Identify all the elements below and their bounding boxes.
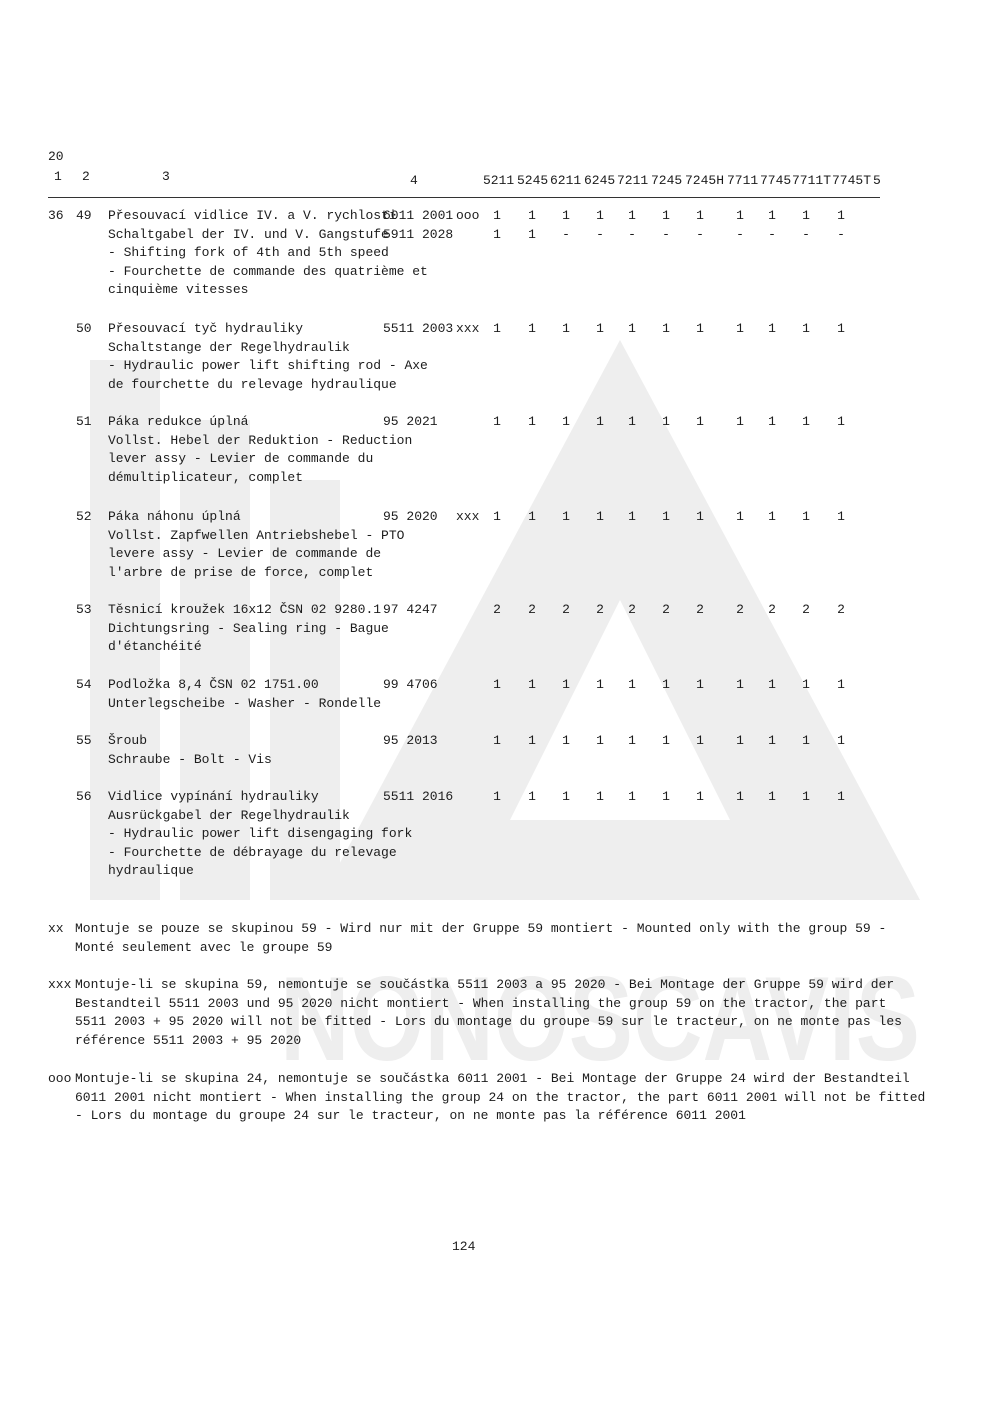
quantity-cell: 1: [802, 789, 810, 804]
part-description: [108, 676, 398, 713]
item-number: 56: [76, 789, 92, 804]
quantity-cell: 1: [528, 208, 536, 223]
footnote-mark: xxx: [456, 321, 480, 336]
footnote-line: Monté seulement avec le groupe 59: [75, 939, 333, 955]
quantity-cell: 1: [696, 509, 704, 524]
description-line: Páka náhonu úplná: [108, 509, 241, 524]
description-line: Přesouvací tyč hydrauliky: [108, 321, 304, 336]
quantity-cell: 1: [837, 208, 845, 223]
footnote-mark: ooo: [456, 208, 480, 223]
description-line: hydraulique: [108, 863, 194, 878]
description-line: levere assy - Levier de commande de: [108, 546, 382, 561]
quantity-cell: 1: [562, 509, 570, 524]
part-number: 95 2013: [383, 733, 438, 748]
quantity-cell: -: [736, 226, 744, 242]
quantity-cell: 1: [696, 208, 704, 223]
quantity-cell: 1: [837, 509, 845, 524]
quantity-cell: -: [768, 226, 776, 242]
quantity-cell: 1: [493, 509, 501, 524]
footnote-mark: xxx: [456, 509, 480, 524]
footnote-line: 6011 2001 nicht montiert - When installing the group 24 on the tractor, the part 6011 2001 will not be fitted: [75, 1089, 926, 1105]
quantity-cell: 1: [662, 208, 670, 223]
quantity-cell: 1: [662, 509, 670, 524]
quantity-cell: 1: [662, 414, 670, 429]
quantity-cell: 1: [662, 677, 670, 692]
quantity-cell: 1: [696, 414, 704, 429]
model-header-5211: 5211: [483, 173, 515, 188]
part-description: [108, 732, 398, 769]
quantity-cell: 2: [493, 602, 501, 617]
quantity-cell: 1: [528, 509, 536, 524]
quantity-cell: 1: [596, 789, 604, 804]
description-line: Dichtungsring - Sealing ring - Bague: [108, 620, 389, 636]
description-line: l'arbre de prise de force, complet: [108, 564, 374, 580]
quantity-cell: 1: [562, 208, 570, 223]
description-line: - Fourchette de commande des quatrième et: [108, 263, 428, 279]
quantity-cell: 1: [528, 789, 536, 804]
part-number: 5511 2016: [383, 789, 454, 804]
description-line: Schaltgabel der IV. und V. Gangstufe: [108, 226, 389, 242]
quantity-cell: 1: [628, 509, 636, 524]
description-line: Schaltstange der Regelhydraulik: [108, 339, 350, 355]
quantity-cell: -: [596, 226, 604, 242]
quantity-cell: 2: [628, 602, 636, 617]
quantity-cell: 1: [528, 414, 536, 429]
quantity-cell: 1: [493, 789, 501, 804]
quantity-cell: 1: [528, 226, 536, 242]
model-header-7711T: 7711T: [792, 173, 832, 188]
description-line: lever assy - Levier de commande du: [108, 451, 374, 466]
model-header-7745T: 7745T: [832, 173, 872, 188]
part-number-alt: 5911 2028: [383, 226, 454, 242]
description-line: d'étanchéité: [108, 639, 202, 654]
description-line: Vidlice vypínání hydrauliky: [108, 789, 319, 804]
quantity-cell: 1: [562, 789, 570, 804]
quantity-cell: 1: [562, 321, 570, 336]
quantity-cell: 2: [802, 602, 810, 617]
quantity-cell: 1: [562, 733, 570, 748]
quantity-cell: 1: [696, 677, 704, 692]
footnote-tag: xx: [48, 921, 64, 936]
quantity-cell: 1: [768, 789, 776, 804]
quantity-cell: 1: [736, 733, 744, 748]
quantity-cell: 1: [696, 321, 704, 336]
part-number: 97 4247: [383, 602, 438, 617]
item-number: 54: [76, 677, 92, 692]
quantity-cell: 1: [837, 321, 845, 336]
quantity-cell: 1: [628, 789, 636, 804]
quantity-cell: -: [562, 226, 570, 242]
group-position: 36: [48, 208, 64, 223]
quantity-cell: 1: [493, 677, 501, 692]
quantity-cell: 1: [596, 509, 604, 524]
model-header-6245: 6245: [584, 173, 616, 188]
quantity-cell: 1: [628, 677, 636, 692]
quantity-cell: 1: [528, 733, 536, 748]
quantity-cell: 1: [628, 208, 636, 223]
quantity-cell: 1: [768, 677, 776, 692]
quantity-cell: 1: [628, 733, 636, 748]
description-line: Těsnicí kroužek 16x12 ČSN 02 9280.1: [108, 602, 382, 617]
quantity-cell: -: [802, 226, 810, 242]
quantity-cell: 1: [768, 208, 776, 223]
quantity-cell: 1: [802, 208, 810, 223]
part-number: 99 4706: [383, 677, 438, 692]
footnote-text: [75, 1070, 926, 1126]
header-col2: 2: [82, 169, 90, 184]
group-number: 20: [48, 149, 64, 164]
footnote-line: Montuje-li se skupina 59, nemontuje se součástka 5511 2003 a 95 2020 - Bei Montage der Gruppe 59 wird der: [75, 977, 895, 992]
header-rule: [48, 197, 880, 198]
model-header-5245: 5245: [517, 173, 549, 188]
quantity-cell: 2: [662, 602, 670, 617]
model-header-6211: 6211: [550, 173, 582, 188]
description-line: cinquième vitesses: [108, 282, 249, 297]
header-col1: 1: [54, 169, 62, 184]
quantity-cell: 1: [493, 321, 501, 336]
footnote-line: - Lors du montage du groupe 24 sur le tracteur, on ne monte pas la référence 6011 2001: [75, 1108, 746, 1123]
description-line: Přesouvací vidlice IV. a V. rychlosti: [108, 208, 397, 223]
item-number: 52: [76, 509, 92, 524]
quantity-cell: 1: [802, 414, 810, 429]
footnote-line: Montuje-li se skupina 24, nemontuje se součástka 6011 2001 - Bei Montage der Gruppe 24 wird der Bestandteil: [75, 1071, 910, 1086]
quantity-cell: 1: [736, 677, 744, 692]
quantity-cell: 1: [837, 789, 845, 804]
quantity-cell: 1: [736, 789, 744, 804]
model-header-7711: 7711: [727, 173, 759, 188]
quantity-cell: 1: [493, 733, 501, 748]
quantity-cell: 2: [768, 602, 776, 617]
quantity-cell: 1: [596, 321, 604, 336]
quantity-cell: -: [628, 226, 636, 242]
description-line: Vollst. Zapfwellen Antriebshebel - PTO: [108, 527, 405, 543]
description-line: Podložka 8,4 ČSN 02 1751.00: [108, 677, 319, 692]
model-header-7245: 7245: [651, 173, 683, 188]
description-line: Šroub: [108, 733, 148, 748]
description-line: Ausrückgabel der Regelhydraulik: [108, 807, 350, 823]
quantity-cell: 1: [768, 733, 776, 748]
footnote-line: référence 5511 2003 + 95 2020: [75, 1032, 302, 1048]
quantity-cell: 1: [736, 321, 744, 336]
description-line: - Hydraulic power lift shifting rod - Axe: [108, 358, 428, 373]
quantity-cell: 1: [628, 414, 636, 429]
quantity-cell: 2: [596, 602, 604, 617]
quantity-cell: 1: [493, 414, 501, 429]
description-line: de fourchette du relevage hydraulique: [108, 376, 397, 392]
page-number: 124: [452, 1239, 476, 1254]
quantity-cell: 1: [596, 208, 604, 223]
quantity-cell: 1: [768, 321, 776, 336]
quantity-cell: 1: [837, 677, 845, 692]
item-number: 51: [76, 414, 92, 429]
part-number: 5511 2003: [383, 321, 454, 336]
header-col4: 4: [410, 173, 418, 188]
quantity-cell: 2: [562, 602, 570, 617]
description-line: - Hydraulic power lift disengaging fork: [108, 826, 413, 841]
quantity-cell: -: [662, 226, 670, 242]
item-number: 49: [76, 208, 92, 223]
footnote-text: [75, 976, 902, 1050]
footnote-tag: xxx: [48, 977, 72, 992]
quantity-cell: 1: [662, 733, 670, 748]
quantity-cell: -: [837, 226, 845, 242]
header-col3: 3: [162, 169, 170, 184]
part-description: [108, 788, 413, 881]
quantity-cell: 1: [802, 733, 810, 748]
quantity-cell: 2: [736, 602, 744, 617]
quantity-cell: 1: [736, 414, 744, 429]
model-header-7211: 7211: [617, 173, 649, 188]
quantity-cell: 1: [662, 789, 670, 804]
quantity-cell: -: [696, 226, 704, 242]
watermark-text: NONOSCAVIS: [280, 952, 920, 1080]
quantity-cell: 1: [696, 789, 704, 804]
quantity-cell: 1: [736, 509, 744, 524]
quantity-cell: 1: [528, 677, 536, 692]
model-header-7245H: 7245H: [685, 173, 725, 188]
quantity-cell: 1: [528, 321, 536, 336]
quantity-cell: 1: [493, 226, 501, 242]
item-number: 50: [76, 321, 92, 336]
part-description: [108, 508, 405, 582]
item-number: 53: [76, 602, 92, 617]
quantity-cell: 1: [662, 321, 670, 336]
quantity-cell: 2: [696, 602, 704, 617]
description-line: Schraube - Bolt - Vis: [108, 751, 272, 767]
quantity-cell: 1: [596, 733, 604, 748]
description-line: Páka redukce úplná: [108, 414, 249, 429]
item-number: 55: [76, 733, 92, 748]
quantity-cell: 2: [837, 602, 845, 617]
quantity-cell: 1: [837, 733, 845, 748]
quantity-cell: 1: [802, 321, 810, 336]
quantity-cell: 1: [596, 414, 604, 429]
part-description: [108, 601, 398, 657]
quantity-cell: 1: [562, 677, 570, 692]
description-line: Vollst. Hebel der Reduktion - Reduction: [108, 432, 413, 448]
footnote-line: Montuje se pouze se skupinou 59 - Wird nur mit der Gruppe 59 montiert - Mounted only with the group 59 -: [75, 921, 887, 936]
description-line: Unterlegscheibe - Washer - Rondelle: [108, 695, 382, 711]
quantity-cell: 1: [696, 733, 704, 748]
quantity-cell: 1: [736, 208, 744, 223]
description-line: - Fourchette de débrayage du relevage: [108, 844, 397, 860]
quantity-cell: 1: [802, 677, 810, 692]
header-col5: 5: [873, 173, 881, 188]
footnote-tag: ooo: [48, 1071, 72, 1086]
description-line: démultiplicateur, complet: [108, 469, 304, 485]
quantity-cell: 1: [596, 677, 604, 692]
quantity-cell: 1: [628, 321, 636, 336]
model-header-7745: 7745: [760, 173, 792, 188]
quantity-cell: 1: [562, 414, 570, 429]
quantity-cell: 1: [768, 509, 776, 524]
quantity-cell: 2: [528, 602, 536, 617]
quantity-cell: 1: [802, 509, 810, 524]
quantity-cell: 1: [493, 208, 501, 223]
footnote-text: [75, 920, 887, 957]
quantity-cell: 1: [768, 414, 776, 429]
quantity-cell: 1: [837, 414, 845, 429]
description-line: - Shifting fork of 4th and 5th speed: [108, 245, 389, 260]
part-number: 95 2021: [383, 414, 438, 429]
part-number: 95 2020: [383, 509, 438, 524]
footnote-line: Bestandteil 5511 2003 und 95 2020 nicht montiert - When installing the group 59 on the tractor, the part: [75, 995, 887, 1011]
part-number: 6011 2001: [383, 208, 454, 223]
footnote-line: 5511 2003 + 95 2020 will not be fitted - Lors du montage du groupe 59 sur le tracteur, on ne monte pas les: [75, 1014, 902, 1029]
